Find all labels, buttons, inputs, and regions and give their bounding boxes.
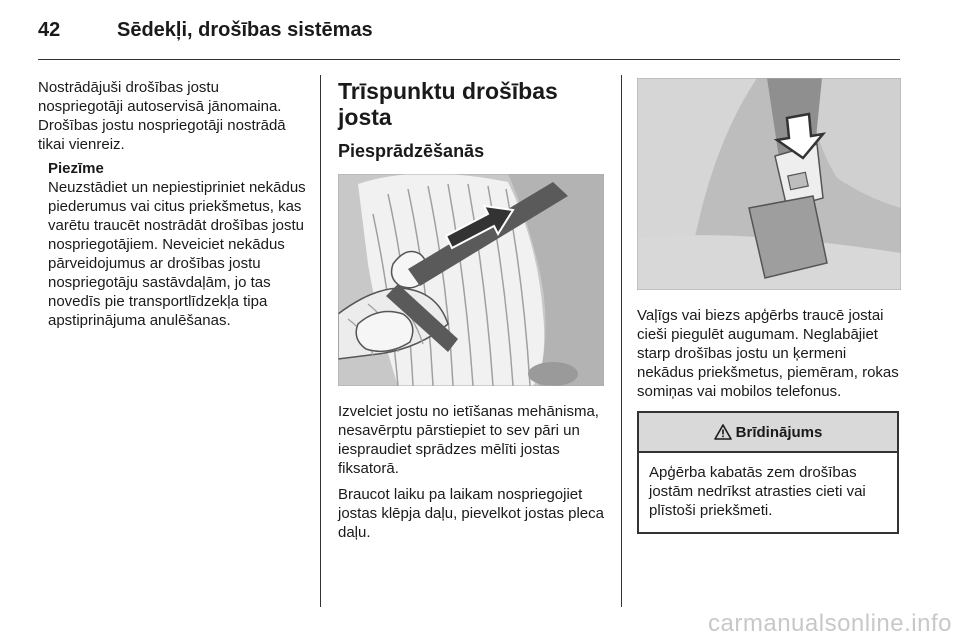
- fastening-instructions: Izvelciet jostu no ietīšanas mehānisma, nesavērptu pārstiepiet to sev pāri un iespraudiet sprādzes mēlīti jostas fiksatorā.: [338, 403, 599, 477]
- column-left: [38, 78, 306, 330]
- running-title: Sēdekļi, drošības sistēmas: [117, 19, 373, 41]
- page-number: 42: [38, 19, 61, 41]
- subsection-title: Piesprādzēšanās: [338, 141, 485, 161]
- clothing-paragraph: Vaļīgs vai biezs apģērbs traucē jostai cieši piegulēt augumam. Neglabājiet starp drošības jostu un ķermeni nekādus priekšmetus, piemēram, rokas somiņas vai mobilos telefonus.: [637, 307, 899, 400]
- note-title: Piezīme: [48, 160, 104, 177]
- warning-body: [639, 453, 897, 532]
- fastening-belt-illustration: [338, 174, 604, 386]
- buckle-illustration: [637, 78, 901, 290]
- warning-triangle-icon: [714, 424, 732, 440]
- note-block: [48, 159, 306, 330]
- column-divider: [621, 75, 622, 607]
- warning-box: [637, 411, 899, 534]
- warning-text: Apģērba kabatās zem drošības jostām nedrīkst atrasties cieti vai plīstoši priekšmeti.: [649, 464, 866, 519]
- section-title: Trīspunktu drošības josta: [338, 78, 558, 130]
- page-header: [0, 0, 960, 62]
- header-divider: [38, 59, 900, 60]
- column-right: [637, 78, 902, 534]
- column-divider: [320, 75, 321, 607]
- watermark: carmanualsonline.info: [708, 610, 952, 637]
- column-middle: [338, 78, 604, 542]
- warning-header: [639, 413, 897, 453]
- warning-title: Brīdinājums: [735, 423, 823, 441]
- note-text: Neuzstādiet un nepiestipriniet nekādus piederumus vai citus priekšmetus, kas varētu traucēt nostrādāt drošības jostu nospriegotājiem. Neveiciet nekādus pārveidojumus ar drošības jostu nospriegotāju sastāvdaļām, jo tas novedīs pie transportlīdzekļa tipa apstiprinājuma anulēšanas.: [48, 179, 306, 329]
- tensioning-instructions: Braucot laiku pa laikam nospriegojiet jostas klēpja daļu, pievelkot jostas pleca daļu.: [338, 486, 604, 541]
- pretensioner-paragraph: Nostrādājuši drošības jostu nospriegotāji autoservisā jānomaina. Drošības jostu nospriegotāji nostrādā tikai vienreiz.: [38, 79, 286, 153]
